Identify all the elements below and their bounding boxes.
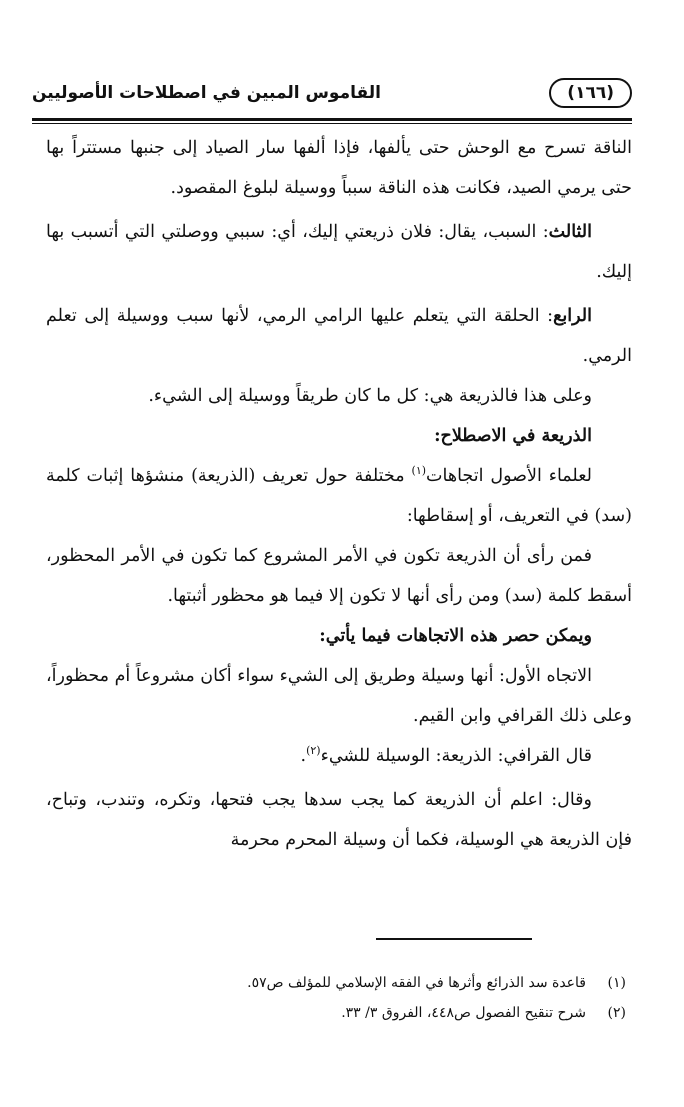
footnote-ref: (٢) [306, 744, 321, 758]
paragraph [46, 736, 632, 776]
paragraph-text: . [300, 746, 307, 766]
page-header [32, 70, 632, 116]
footnote-text: قاعدة سد الذرائع وأثرها في الفقه الإسلامي للمؤلف ص٥٧. [247, 975, 586, 991]
footnote-rule [376, 938, 532, 940]
footnotes [46, 968, 626, 1028]
term-label: الرابع [553, 306, 592, 326]
paragraph-text: : السبب، يقال: فلان ذريعتي إليك، أي: سببي ووصلتي التي أتسبب بها إليك. [46, 222, 632, 282]
paragraph-text: : الحلقة التي يتعلم عليها الرامي الرمي، لأنها سبب ووسيلة إلى تعلم الرمي. [46, 306, 632, 366]
paragraph-text: لعلماء الأصول اتجاهات [426, 466, 592, 486]
footnote [46, 968, 626, 998]
section-heading: الذريعة في الاصطلاح: [434, 426, 592, 446]
paragraph [46, 296, 632, 376]
page-number: (١٦٦) [549, 78, 632, 108]
paragraph: وقال: اعلم أن الذريعة كما يجب سدها يجب فتحها، وتكره، وتندب، وتباح، فإن الذريعة هي الوسيلة، فكما أن وسيلة المحرم محرمة [46, 790, 632, 850]
footnote [46, 998, 626, 1028]
paragraph: فمن رأى أن الذريعة تكون في الأمر المشروع كما تكون في الأمر المحظور، أسقط كلمة (سد) ومن رأى أنها لا تكون إلا فيما هو محظور أثبتها. [46, 546, 632, 606]
section-heading: ويمكن حصر هذه الاتجاهات فيما يأتي: [319, 626, 592, 646]
footnote-text: شرح تنقيح الفصول ص٤٤٨، الفروق ٣/ ٣٣. [341, 1005, 586, 1021]
main-text [46, 128, 632, 860]
paragraph-text: مختلفة حول تعريف (الذريعة) منشؤها إثبات كلمة (سد) في التعريف، أو إسقاطها: [46, 466, 632, 526]
paragraph: الاتجاه الأول: أنها وسيلة وطريق إلى الشيء سواء أكان مشروعاً أم محظوراً، وعلى ذلك القرافي وابن القيم. [46, 666, 632, 726]
running-title: القاموس المبين في اصطلاحات الأصوليين [32, 83, 381, 103]
footnote-number: (١) [607, 975, 626, 991]
header-rule [32, 118, 632, 121]
paragraph [46, 212, 632, 292]
paragraph-text: قال القرافي: الذريعة: الوسيلة للشيء [320, 746, 592, 766]
paragraph: الناقة تسرح مع الوحش حتى يألفها، فإذا ألفها سار الصياد إلى جنبها مستتراً بها حتى يرمي الصيد، فكانت هذه الناقة سبباً ووسيلة لبلوغ المقصود. [46, 138, 632, 198]
footnote-ref: (١) [411, 464, 427, 478]
paragraph [46, 456, 632, 536]
paragraph: وعلى هذا فالذريعة هي: كل ما كان طريقاً ووسيلة إلى الشيء. [148, 386, 592, 406]
footnote-number: (٢) [607, 1005, 626, 1021]
header-rule-thin [32, 123, 632, 124]
term-label: الثالث [548, 222, 592, 242]
